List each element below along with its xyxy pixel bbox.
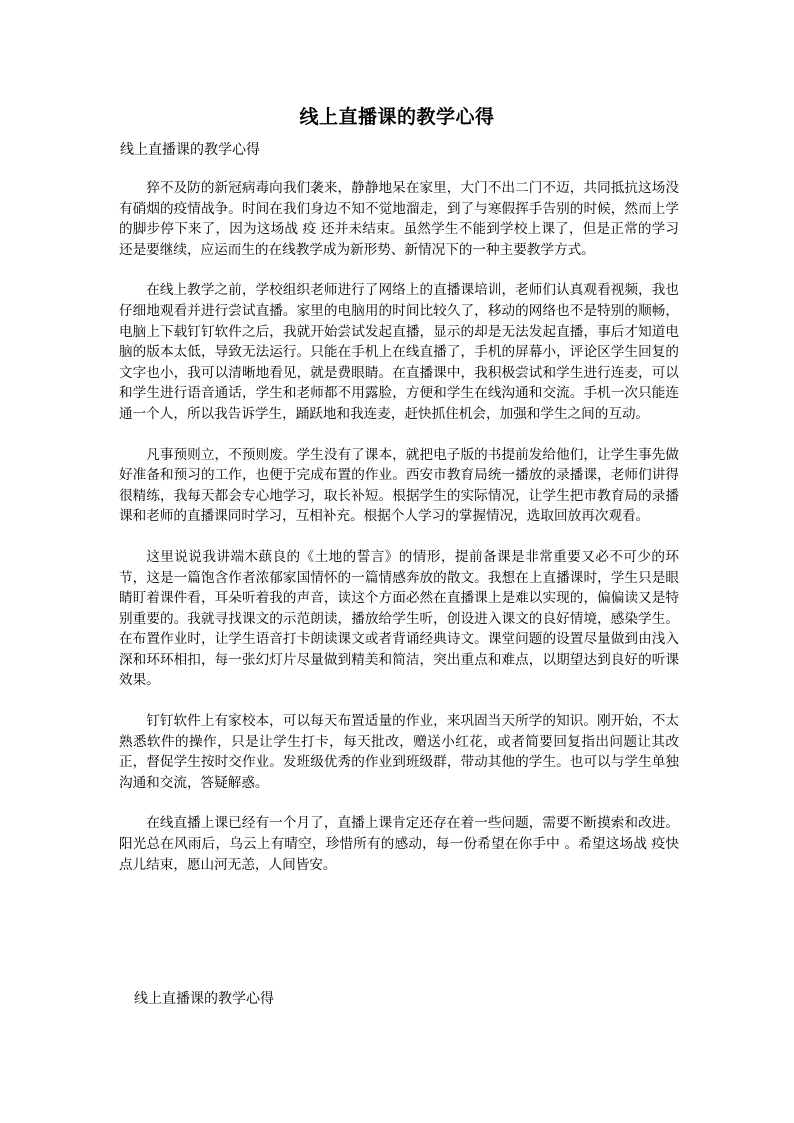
- paragraph: 在线上教学之前，学校组织老师进行了网络上的直播课培训，老师们认真观看视频，我也仔细地观看并进行尝试直播。家里的电脑用的时间比较久了，移动的网络也不是特别的顺畅，电脑上下载钉钉软件之后，我就开始尝试发起直播，显示的却是无法发起直播，事后才知道电脑的版本太低，导致无法运行。只能在手机上在线直播了，手机的屏幕小，评论区学生回复的文字也小，我可以清晰地看见，就是费眼睛。在直播课中，我积极尝试和学生进行连麦，可以和学生进行语音通话，学生和老师都不用露脸，方便和学生在线沟通和交流。手机一次只能连通一个人，所以我告诉学生，踊跃地和我连麦，赶快抓住机会，加强和学生之间的互动。: [119, 282, 679, 422]
- document-body: [119, 178, 679, 895]
- paragraph: 这里说说我讲端木蕻良的《土地的誓言》的情形，提前备课是非常重要又必不可少的环节，这是一篇饱含作者浓郁家国情怀的一篇情感奔放的散文。我想在上直播课时，学生只是眼睛盯着课件看，耳朵听着我的声音，读这个方面必然在直播课上是难以实现的，偏偏读又是特别重要的。我就寻找课文的示范朗读，播放给学生听，创设进入课文的良好情境，感染学生。在布置作业时，让学生语音打卡朗读课文或者背诵经典诗文。课堂问题的设置尽量做到由浅入深和环环相扣，每一张幻灯片尽量做到精美和简洁，突出重点和难点，以期望达到良好的听课效果。: [119, 548, 679, 689]
- document-footer: 线上直播课的教学心得: [134, 991, 274, 1007]
- document-title: 线上直播课的教学心得: [299, 106, 495, 128]
- paragraph: 钉钉软件上有家校本，可以每天布置适量的作业，来巩固当天所学的知识。刚开始，不太熟悉软件的操作，只是让学生打卡，每天批改，赠送小红花，或者简要回复指出问题让其改正，督促学生按时交作业。发班级优秀的作业到班级群，带动其他的学生。也可以与学生单独沟通和交流，答疑解惑。: [119, 713, 679, 791]
- paragraph: 在线直播上课已经有一个月了，直播上课肯定还存在着一些问题，需要不断摸索和改进。阳光总在风雨后，乌云上有晴空，珍惜所有的感动，每一份希望在你手中 。希望这场战 疫快点儿结束，愿山河无恙，人间皆安。: [119, 815, 679, 873]
- paragraph: 凡事预则立，不预则废。学生没有了课本，就把电子版的书提前发给他们，让学生事先做好准备和预习的工作，也便于完成布置的作业。西安市教育局统一播放的录播课，老师们讲得很精练，我每天都会专心地学习，取长补短。根据学生的实际情况，让学生把市教育局的录播课和老师的直播课同时学习，互相补充。根据个人学习的掌握情况，选取回放再次观看。: [119, 446, 679, 525]
- document-subtitle: 线上直播课的教学心得: [120, 142, 260, 158]
- paragraph: 猝不及防的新冠病毒向我们袭来，静静地呆在家里，大门不出二门不迈，共同抵抗这场没有硝烟的疫情战争。时间在我们身边不知不觉地溜走，到了与寒假挥手告别的时候，然而上学的脚步停下来了，因为这场战 疫 还并未结束。虽然学生不能到学校上课了，但是正常的学习还是要继续，应运而生的在线教学成为新形势、新情况下的一种主要教学方式。: [119, 180, 679, 258]
